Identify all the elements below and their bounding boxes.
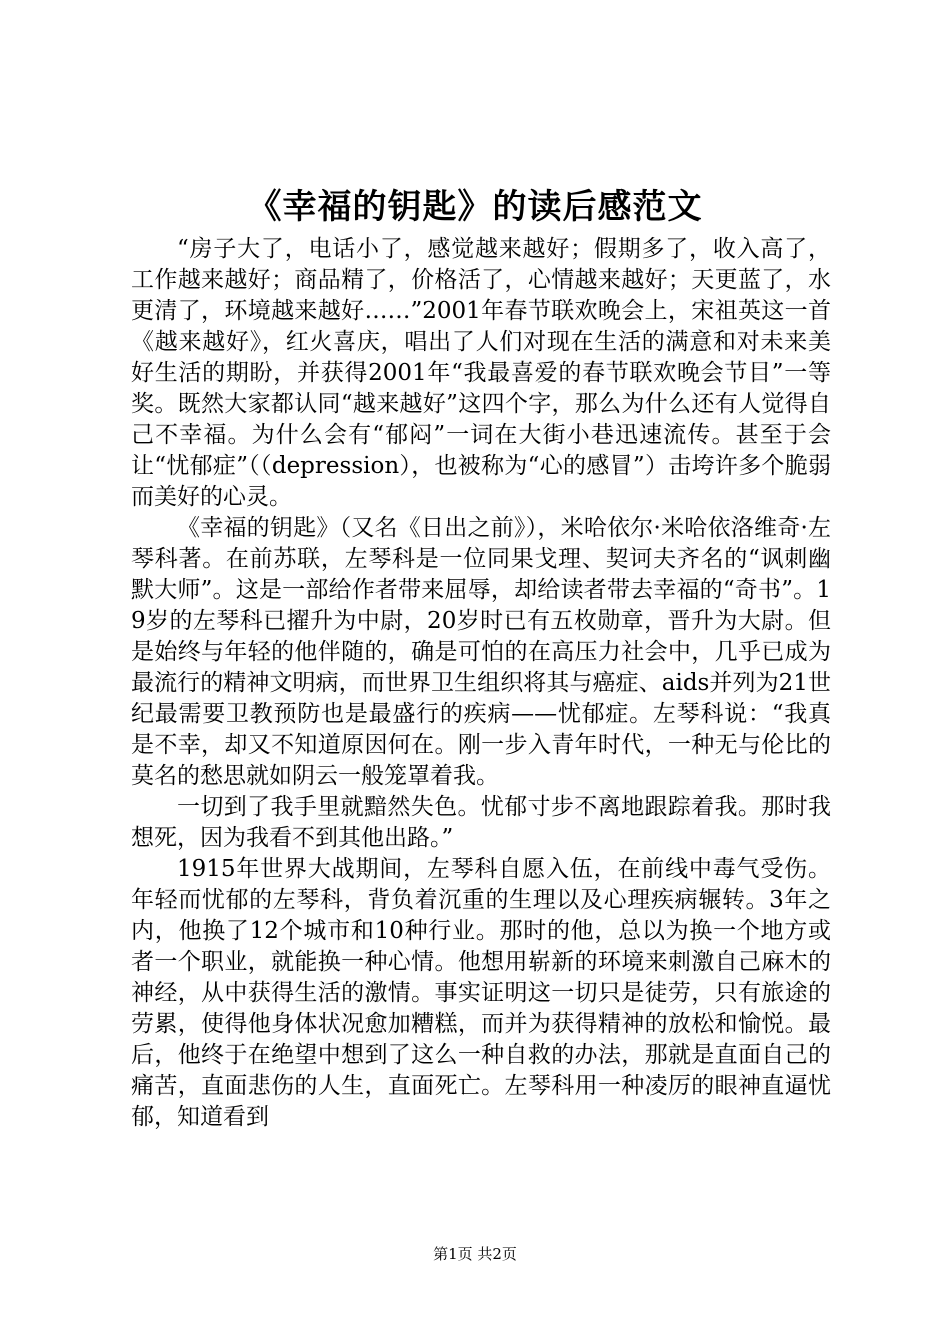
- paragraph-1: “房子大了，电话小了，感觉越来越好；假期多了，收入高了，工作越来越好；商品精了，价格活了，心情越来越好；天更蓝了，水更清了，环境越来越好……”2001年春节联欢晚会上，宋祖英这一首《越来越好》，红火喜庆，唱出了人们对现在生活的满意和对未来美好生活的期盼，并获得2001年“我最喜爱的春节联欢晚会节目”一等奖。既然大家都认同“越来越好”这四个字，那么为什么还有人觉得自己不幸福。为什么会有“郁闷”一词在大街小巷迅速流传。甚至于会让“忧郁症”（（depression），也被称为“心的感冒”）击垮许多个脆弱而美好的心灵。: [131, 236, 831, 510]
- paragraph-2: 《幸福的钥匙》（又名《日出之前》），米哈依尔·米哈依洛维奇·左琴科著。在前苏联，左琴科是一位同果戈理、契诃夫齐名的“讽刺幽默大师”。这是一部给作者带来屈辱，却给读者带去幸福的“奇书”。19岁的左琴科已擢升为中尉，20岁时已有五枚勋章，晋升为大尉。但是始终与年轻的他伴随的，确是可怕的在高压力社会中，几乎已成为最流行的精神文明病，而世界卫生组织将其与癌症、aids并列为21世纪最需要卫教预防也是最盛行的疾病——忧郁症。左琴科说：“我真是不幸，却又不知道原因何在。刚一步入青年时代，一种无与伦比的莫名的愁思就如阴云一般笼罩着我。: [131, 515, 831, 789]
- document-title: 《幸福的钥匙》的读后感范文: [247, 187, 703, 227]
- paragraph-4: 1915年世界大战期间，左琴科自愿入伍，在前线中毒气受伤。年轻而忧郁的左琴科，背负着沉重的生理以及心理疾病辗转。3年之内，他换了12个城市和10种行业。那时的他，总以为换一个地方或者一个职业，就能换一种心情。他想用崭新的环境来刺激自己麻木的神经，从中获得生活的激情。事实证明这一切只是徒劳，只有旅途的劳累，使得他身体状况愈加糟糕，而并为获得精神的放松和愉悦。最后，他终于在绝望中想到了这么一种自救的办法，那就是直面自己的痛苦，直面悲伤的人生，直面死亡。左琴科用一种凌厉的眼神直逼忧郁，知道看到: [131, 856, 831, 1130]
- paragraph-3: 一切到了我手里就黯然失色。忧郁寸步不离地跟踪着我。那时我想死，因为我看不到其他出路。”: [131, 794, 831, 851]
- document-body: [131, 234, 831, 1133]
- page-number-footer: 第1页 共2页: [433, 1245, 517, 1263]
